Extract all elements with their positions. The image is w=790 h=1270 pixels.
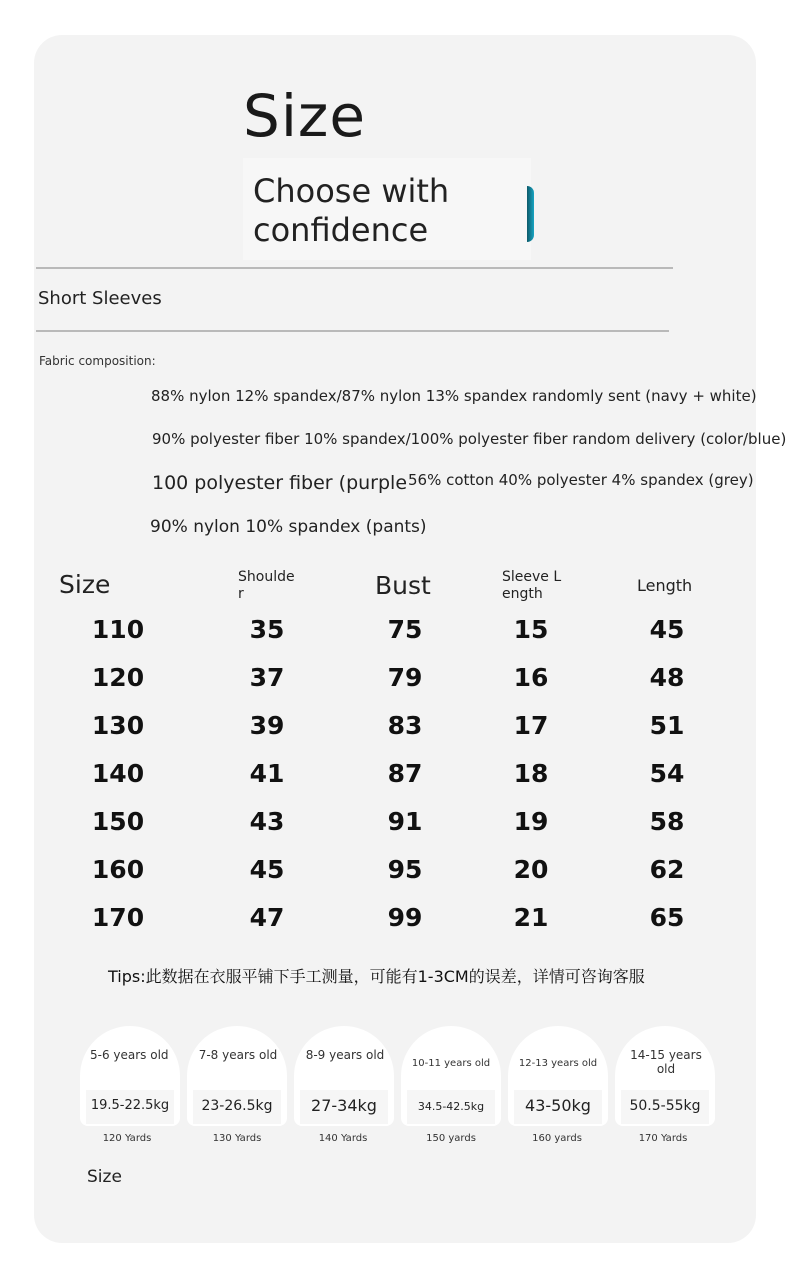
header-size: Size: [59, 570, 111, 599]
cell-size: 130: [91, 711, 145, 740]
age-label: 14-15 years old: [630, 1048, 702, 1076]
cell-length: 45: [649, 615, 685, 644]
cell-sleeve-length: 19: [513, 807, 549, 836]
cell-size: 160: [91, 855, 145, 884]
cell-sleeve-length: 15: [513, 615, 549, 644]
age-label: 8-9 years old: [305, 1048, 385, 1062]
fabric-line-2: 90% polyester fiber 10% spandex/100% polyester fiber random delivery (color/blue): [152, 430, 787, 448]
age-label: 5-6 years old: [90, 1048, 169, 1062]
table-row: [0, 903, 790, 951]
table-row: [0, 615, 790, 663]
cell-sleeve-length: 20: [513, 855, 549, 884]
yards-label: 160 yards: [532, 1133, 582, 1144]
cell-sleeve-length: 16: [513, 663, 549, 692]
subtitle-accent-bar: [527, 186, 534, 242]
header-shoulder-line-1: Shoulde: [238, 569, 295, 585]
fabric-line-3b: 56% cotton 40% polyester 4% spandex (grey): [408, 471, 754, 489]
weight-range: 23-26.5kg: [201, 1098, 273, 1114]
fabric-composition-label: Fabric composition:: [39, 354, 156, 368]
header-shoulder-line-2: r: [238, 586, 244, 602]
cell-shoulder: 47: [249, 903, 285, 932]
cell-sleeve-length: 18: [513, 759, 549, 788]
yards-label: 150 yards: [426, 1133, 476, 1144]
cell-length: 58: [649, 807, 685, 836]
age-card: [508, 1026, 608, 1126]
yards-label: 120 Yards: [102, 1133, 152, 1144]
cell-sleeve-length: 17: [513, 711, 549, 740]
measurement-tips: Tips:此数据在衣服平铺下手工测量，可能有1-3CM的误差，详情可咨询客服: [108, 967, 645, 986]
page-title: Size: [243, 82, 367, 150]
age-card: [401, 1026, 501, 1126]
footer-size-label: Size: [87, 1167, 122, 1187]
yards-label: 140 Yards: [318, 1133, 368, 1144]
fabric-line-1: 88% nylon 12% spandex/87% nylon 13% spandex randomly sent (navy + white): [151, 387, 757, 405]
cell-length: 48: [649, 663, 685, 692]
fabric-line-4: 90% nylon 10% spandex (pants): [150, 517, 427, 537]
subtitle-line-2: confidence: [253, 211, 429, 249]
table-row: [0, 855, 790, 903]
table-row: [0, 759, 790, 807]
cell-shoulder: 37: [249, 663, 285, 692]
age-label: 7-8 years old: [198, 1048, 278, 1062]
cell-shoulder: 43: [249, 807, 285, 836]
subtitle-line-1: Choose with: [253, 172, 450, 210]
weight-range: 27-34kg: [311, 1096, 377, 1115]
cell-bust: 95: [387, 855, 423, 884]
weight-range: 50.5-55kg: [629, 1098, 701, 1114]
cell-bust: 75: [387, 615, 423, 644]
age-card: [187, 1026, 287, 1126]
cell-bust: 91: [387, 807, 423, 836]
cell-shoulder: 39: [249, 711, 285, 740]
subtitle: [253, 172, 449, 250]
cell-length: 62: [649, 855, 685, 884]
header-sleeve-line-1: Sleeve L: [502, 569, 562, 585]
cell-length: 65: [649, 903, 685, 932]
yards-label: 170 Yards: [638, 1133, 688, 1144]
cell-shoulder: 45: [249, 855, 285, 884]
table-row: [0, 663, 790, 711]
header-sleeve-length: [502, 569, 562, 603]
cell-size: 120: [91, 663, 145, 692]
header-shoulder: [238, 569, 298, 603]
cell-bust: 87: [387, 759, 423, 788]
divider-bottom: [36, 330, 669, 332]
cell-bust: 79: [387, 663, 423, 692]
header-bust: Bust: [375, 571, 431, 600]
table-row: [0, 711, 790, 759]
cell-length: 51: [649, 711, 685, 740]
cell-length: 54: [649, 759, 685, 788]
divider-top: [36, 267, 673, 269]
cell-bust: 83: [387, 711, 423, 740]
age-label: 12-13 years old: [518, 1058, 598, 1069]
age-card: [615, 1026, 715, 1126]
cell-shoulder: 41: [249, 759, 285, 788]
age-card: [294, 1026, 394, 1126]
cell-size: 170: [91, 903, 145, 932]
category-label: Short Sleeves: [38, 288, 162, 309]
fabric-line-3a: 100 polyester fiber (purple: [152, 472, 408, 494]
age-card: [80, 1026, 180, 1126]
weight-range: 43-50kg: [525, 1096, 591, 1115]
cell-size: 140: [91, 759, 145, 788]
cell-bust: 99: [387, 903, 423, 932]
table-row: [0, 807, 790, 855]
weight-range: 19.5-22.5kg: [90, 1098, 170, 1113]
cell-size: 150: [91, 807, 145, 836]
weight-range: 34.5-42.5kg: [417, 1100, 485, 1113]
cell-shoulder: 35: [249, 615, 285, 644]
yards-label: 130 Yards: [212, 1133, 262, 1144]
header-sleeve-line-2: ength: [502, 586, 543, 602]
age-label: 10-11 years old: [411, 1058, 491, 1069]
header-length: Length: [637, 576, 693, 595]
cell-sleeve-length: 21: [513, 903, 549, 932]
cell-size: 110: [91, 615, 145, 644]
